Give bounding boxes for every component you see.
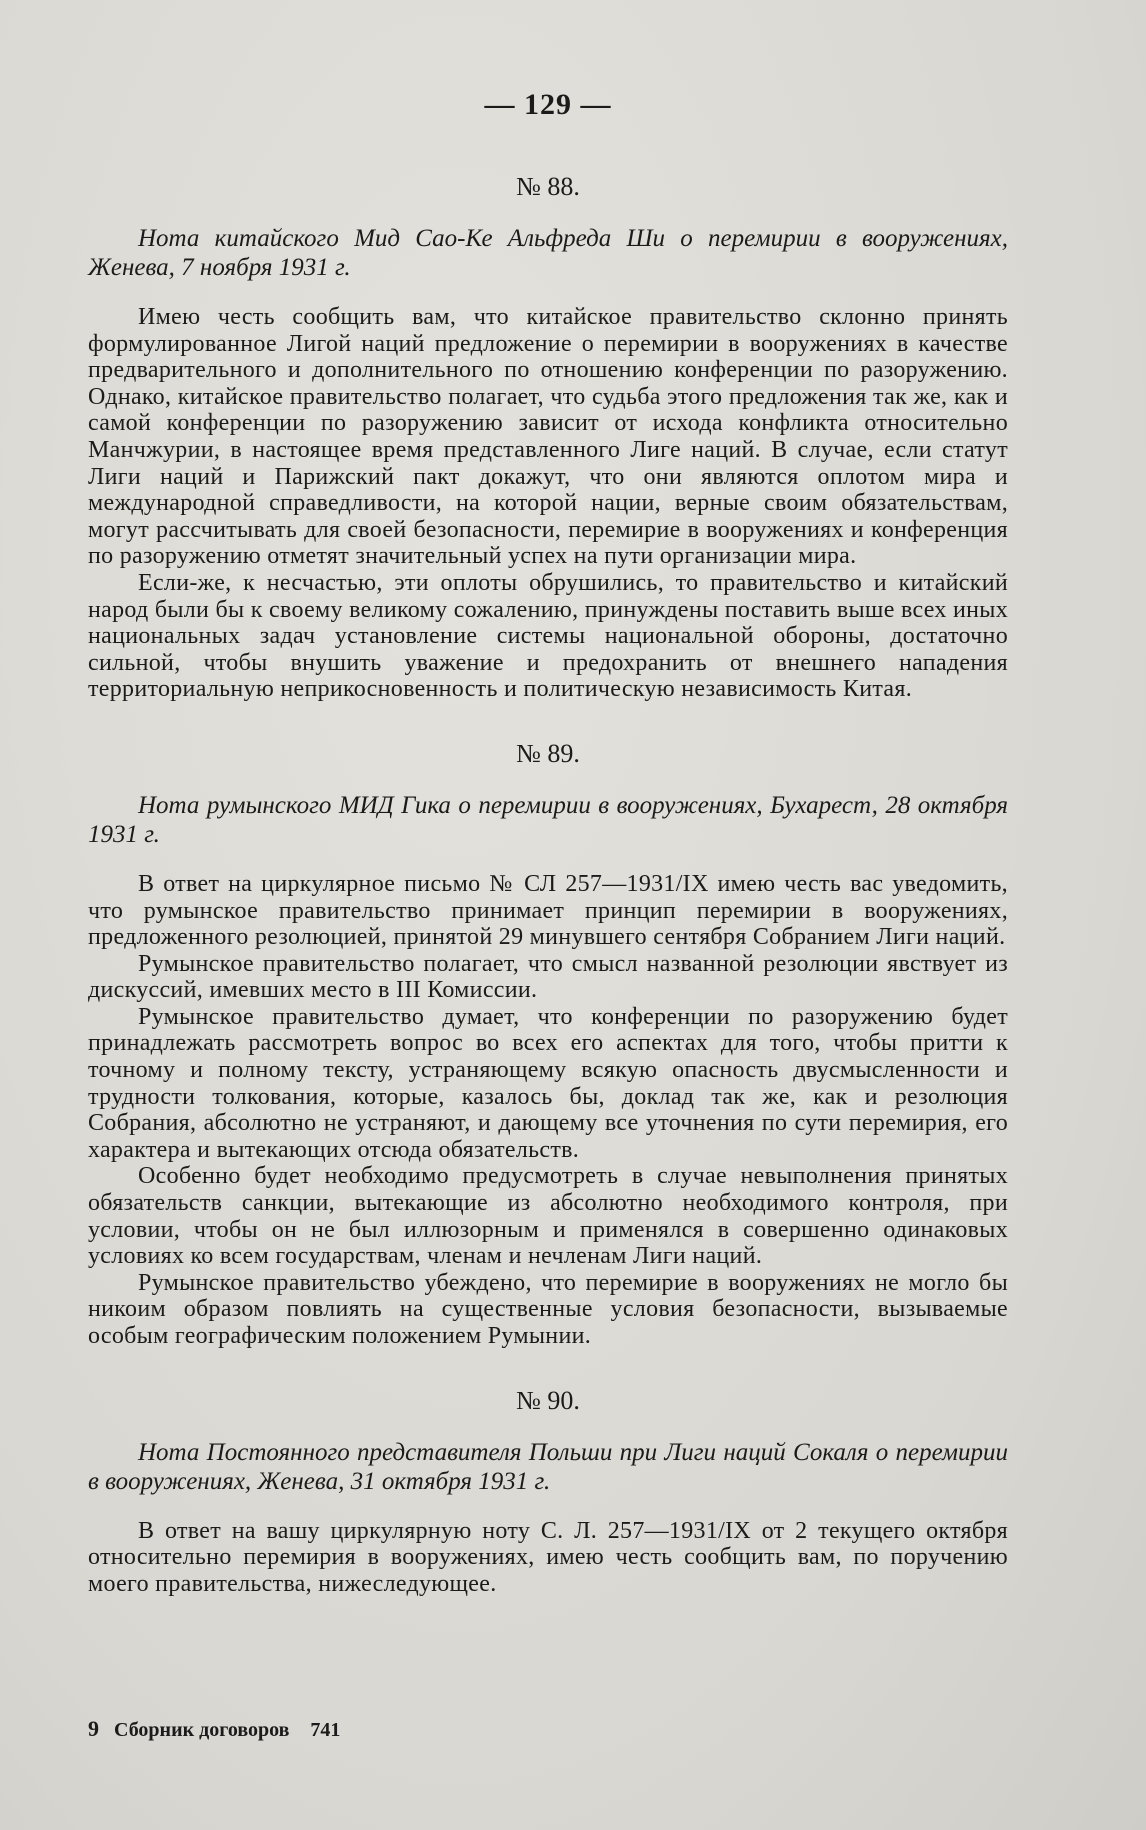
document-title: Нота румынского МИД Гика о перемирии в вооружениях, Бухарест, 28 октября 1931 г. [88, 791, 1008, 848]
document-number: № 90. [516, 1385, 580, 1415]
paragraph: Особенно будет необходимо предусмотреть в случае невыполнения принятых обязательств санкции, вытекающие из абсолютно необходимого контроля, при условии, чтобы он не был иллюзорным и применялся в совершенно одинаковых условиях ко всем государствам, членам и нечленам Лиги наций. [88, 1163, 1008, 1270]
print-code: 741 [310, 1719, 341, 1741]
page-content [88, 88, 1008, 1633]
paragraph: Румынское правительство думает, что конференции по разоружению будет принадлежать рассмотреть вопрос во всех его аспектах для того, чтобы притти к точному и полному тексту, устраняющему всякую опасность двусмысленности и трудности толкования, которые, казалось бы, доклад так же, как и резолюция Собрания, абсолютно не устраняют, и дающему все уточнения по сути перемирия, его характера и вытекающих отсюда обязательств. [88, 1003, 1008, 1163]
document-number: № 88. [516, 172, 580, 201]
document-title: Нота Постоянного представителя Польши при Лиги наций Сокаля о перемирии в вооружениях, Женева, 31 октября 1931 г. [88, 1438, 1008, 1495]
page-footer [88, 1716, 340, 1742]
document-title: Нота китайского Мид Сао-Ке Альфреда Ши о перемирии в вооружениях, Женева, 7 ноября 1931 г. [88, 225, 1008, 281]
document-section-88 [88, 172, 1008, 703]
paragraph: Румынское правительство полагает, что смысл названной резолюции явствует из дискуссий, имевших место в III Комиссии. [88, 950, 1008, 1004]
paragraph: Румынское правительство убеждено, что перемирие в вооружениях не могло бы никоим образом повлиять на существенные условия безопасности, вызываемые особым географическим положением Румынии. [88, 1269, 1008, 1349]
paragraph: Если-же, к несчастью, эти оплоты обрушились, то правительство и китайский народ были бы к своему великому сожалению, принуждены поставить выше всех иных национальных задач установление системы национальной обороны, достаточно сильной, чтобы внушить уважение и предохранить от внешнего нападения территориальную неприкосновенность и политическую независимость Китая. [88, 569, 1008, 703]
document-section-90 [88, 1386, 1008, 1598]
collection-title: Сборник договоров [114, 1719, 290, 1741]
paragraph: В ответ на вашу циркулярную ноту С. Л. 257—1931/IX от 2 текущего октября относительно перемирия в вооружениях, имею честь сообщить вам, по поручению моего правительства, нижеследующее. [88, 1517, 1008, 1597]
page-number: — 129 — [484, 88, 612, 121]
signature-number: 9 [88, 1716, 99, 1741]
paragraph: Имею честь сообщить вам, что китайское правительство склонно принять формулированное Лигой наций предложение о перемирии в вооружениях в качестве предварительного и дополнительного по отношению конференции по разоружению. Однако, китайское правительство полагает, что судьба этого предложения так же, как и самой конференции по разоружению зависит от исхода конфликта относительно Манчжурии, в настоящее время представленного Лиге наций. В случае, если статут Лиги наций и Парижский пакт докажут, что они являются оплотом мира и международной справедливости, на которой нации, верные своим обязательствам, могут рассчитывать для своей безопасности, перемирие в вооружениях и конференция по разоружению отметят значительный успех на пути организации мира. [88, 304, 1008, 570]
document-number: № 89. [516, 738, 580, 768]
document-section-89 [88, 739, 1008, 1350]
paragraph: В ответ на циркулярное письмо № СЛ 257—1931/IX имею честь вас уведомить, что румынское правительство принимает принцип перемирии в вооружениях, предложенного резолюцией, принятой 29 минувшего сентября Собранием Лиги наций. [88, 870, 1008, 951]
